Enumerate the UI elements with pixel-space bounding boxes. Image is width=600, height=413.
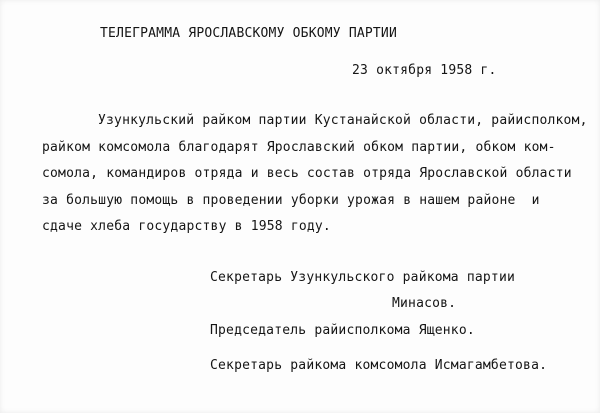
party-secretary-name: Минасов. [392, 296, 457, 311]
body-line: райком комсомола благодарят Ярославский обком партии, обком ком- [42, 140, 556, 155]
body-line: сдаче хлеба государству в 1958 году. [42, 219, 331, 234]
document-date: 23 октября 1958 г. [352, 63, 497, 78]
body-line: сомола, командиров отряда и весь состав отряда Ярославской области [42, 166, 572, 181]
executive-chairman-signature: Председатель райисполкома Ященко. [210, 323, 475, 338]
document-title: ТЕЛЕГРАММА ЯРОСЛАВСКОМУ ОБКОМУ ПАРТИИ [100, 26, 397, 41]
komsomol-secretary-signature: Секретарь райкома комсомола Исмагамбетова. [210, 358, 548, 373]
body-line: Узункульский райком партии Кустанайской области, райисполком, [98, 113, 588, 128]
party-secretary-title: Секретарь Узункульского райкома партии [210, 270, 516, 285]
body-line: за большую помощь в проведении уборки урожая в нашем районе и [42, 193, 540, 208]
